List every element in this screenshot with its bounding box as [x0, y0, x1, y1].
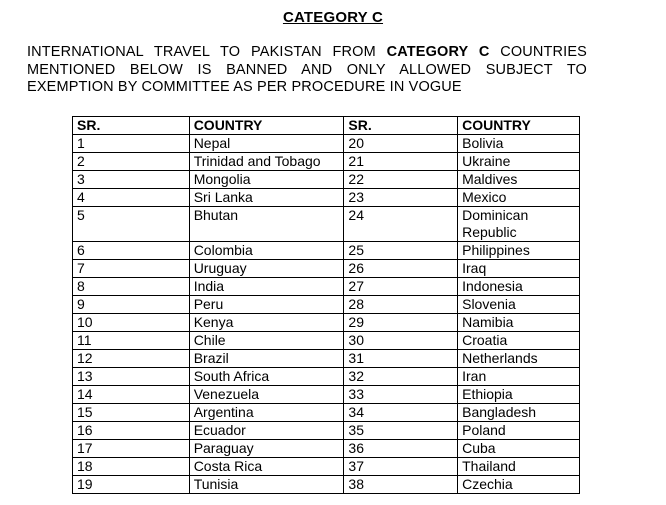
sr-cell: 26	[344, 260, 458, 278]
country-cell: Cuba	[458, 440, 580, 458]
sr-cell: 20	[344, 135, 458, 153]
country-cell: India	[189, 278, 344, 296]
table-row	[73, 278, 580, 296]
country-cell: Brazil	[189, 350, 344, 368]
sr-cell: 31	[344, 350, 458, 368]
country-cell: Croatia	[458, 332, 580, 350]
country-cell: Bolivia	[458, 135, 580, 153]
sr-cell: 14	[73, 386, 190, 404]
sr-cell: 36	[344, 440, 458, 458]
country-cell: Poland	[458, 422, 580, 440]
sr-header-left: SR.	[73, 117, 190, 135]
table-row	[73, 314, 580, 332]
intro-paragraph	[27, 44, 587, 97]
table-row	[73, 260, 580, 278]
sr-cell: 15	[73, 404, 190, 422]
country-cell: Tunisia	[189, 476, 344, 494]
table-row	[73, 458, 580, 476]
country-cell: Philippines	[458, 242, 580, 260]
country-cell: Czechia	[458, 476, 580, 494]
intro-text-start: INTERNATIONAL TRAVEL TO PAKISTAN FROM	[27, 44, 387, 60]
table-row	[73, 422, 580, 440]
country-cell: Nepal	[189, 135, 344, 153]
sr-cell: 13	[73, 368, 190, 386]
country-cell: Ecuador	[189, 422, 344, 440]
country-cell: Bangladesh	[458, 404, 580, 422]
table-row	[73, 350, 580, 368]
sr-cell: 25	[344, 242, 458, 260]
country-cell: South Africa	[189, 368, 344, 386]
country-cell: Paraguay	[189, 440, 344, 458]
country-header-left: COUNTRY	[189, 117, 344, 135]
country-cell: Slovenia	[458, 296, 580, 314]
country-cell: Ukraine	[458, 153, 580, 171]
country-table	[72, 116, 580, 494]
sr-cell: 12	[73, 350, 190, 368]
intro-text-end: COUNTRIES MENTIONED BELOW IS BANNED AND ONLY ALLOWED SUBJECT TO EXEMPTION BY COMMITTEE AS PER PROCEDURE IN VOGUE	[27, 44, 587, 95]
sr-cell: 23	[344, 189, 458, 207]
table-row	[73, 404, 580, 422]
country-cell: Sri Lanka	[189, 189, 344, 207]
table-row	[73, 242, 580, 260]
table-row	[73, 189, 580, 207]
country-cell: Iran	[458, 368, 580, 386]
table-body	[73, 135, 580, 494]
sr-cell: 11	[73, 332, 190, 350]
table-row	[73, 476, 580, 494]
sr-cell: 9	[73, 296, 190, 314]
sr-cell: 2	[73, 153, 190, 171]
country-cell: Argentina	[189, 404, 344, 422]
country-cell: Mexico	[458, 189, 580, 207]
sr-cell: 7	[73, 260, 190, 278]
sr-cell: 30	[344, 332, 458, 350]
table-row	[73, 332, 580, 350]
sr-cell: 4	[73, 189, 190, 207]
sr-cell: 10	[73, 314, 190, 332]
sr-cell: 35	[344, 422, 458, 440]
sr-cell: 18	[73, 458, 190, 476]
country-cell: Netherlands	[458, 350, 580, 368]
sr-cell: 27	[344, 278, 458, 296]
sr-cell: 28	[344, 296, 458, 314]
country-cell: Trinidad and Tobago	[189, 153, 344, 171]
table-row	[73, 386, 580, 404]
sr-cell: 6	[73, 242, 190, 260]
country-cell: Mongolia	[189, 171, 344, 189]
table-row	[73, 207, 580, 242]
country-cell: Indonesia	[458, 278, 580, 296]
sr-cell: 22	[344, 171, 458, 189]
sr-cell: 3	[73, 171, 190, 189]
table-header-row	[73, 117, 580, 135]
sr-cell: 5	[73, 207, 190, 242]
sr-cell: 19	[73, 476, 190, 494]
country-cell: Costa Rica	[189, 458, 344, 476]
table-row	[73, 135, 580, 153]
country-cell: Venezuela	[189, 386, 344, 404]
country-cell: Thailand	[458, 458, 580, 476]
sr-cell: 17	[73, 440, 190, 458]
sr-cell: 38	[344, 476, 458, 494]
country-cell: Colombia	[189, 242, 344, 260]
table-row	[73, 440, 580, 458]
country-cell: Dominican Republic	[458, 207, 580, 242]
sr-cell: 24	[344, 207, 458, 242]
table-row	[73, 171, 580, 189]
intro-category-emphasis: CATEGORY C	[386, 44, 490, 60]
country-cell: Maldives	[458, 171, 580, 189]
country-cell: Kenya	[189, 314, 344, 332]
sr-cell: 37	[344, 458, 458, 476]
table-row	[73, 296, 580, 314]
sr-cell: 34	[344, 404, 458, 422]
table-row	[73, 368, 580, 386]
sr-cell: 29	[344, 314, 458, 332]
sr-cell: 1	[73, 135, 190, 153]
document-title: CATEGORY C	[282, 9, 384, 26]
sr-cell: 32	[344, 368, 458, 386]
sr-cell: 16	[73, 422, 190, 440]
country-header-right: COUNTRY	[458, 117, 580, 135]
country-cell: Namibia	[458, 314, 580, 332]
country-cell: Peru	[189, 296, 344, 314]
country-cell: Uruguay	[189, 260, 344, 278]
country-cell: Ethiopia	[458, 386, 580, 404]
country-cell: Chile	[189, 332, 344, 350]
sr-cell: 21	[344, 153, 458, 171]
sr-cell: 33	[344, 386, 458, 404]
sr-header-right: SR.	[344, 117, 458, 135]
sr-cell: 8	[73, 278, 190, 296]
country-cell: Bhutan	[189, 207, 344, 242]
table-row	[73, 153, 580, 171]
country-cell: Iraq	[458, 260, 580, 278]
